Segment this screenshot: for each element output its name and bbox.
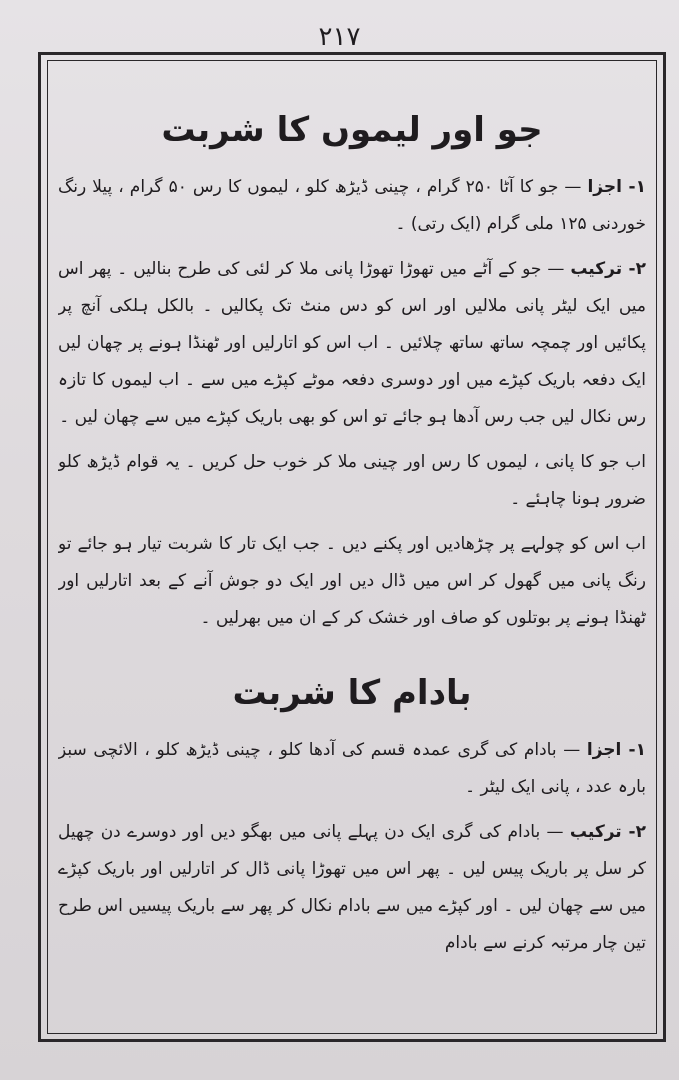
page-content [58, 66, 646, 1028]
ingredients-heading: ۱- اجزا [586, 739, 646, 760]
method-heading: ۲- ترکیب [569, 821, 646, 842]
ingredients-text: — بادام کی گری عمدہ قسم کی آدھا کلو ، چینی ڈیڑھ کلو ، الائچی سبز بارہ عدد ، پانی ایک لیٹر ۔ [58, 739, 646, 797]
ingredients-heading: ۱- اجزا [587, 176, 646, 197]
ingredients-paragraph [58, 732, 646, 806]
method-paragraph [58, 251, 646, 436]
recipe-title-almond-sharbat: بادام کا شربت [232, 672, 472, 713]
method-paragraph [58, 814, 646, 962]
ingredients-paragraph [58, 169, 646, 243]
method-paragraph: اب اس کو چولہے پر چڑھادیں اور پکنے دیں ۔ جب ایک تار کا شربت تیار ہو جائے تو رنگ پانی میں گھول کر اس میں ڈال دیں اور ایک دو جوش آنے کے بعد اتارلیں اور ٹھنڈا ہونے پر بوتلوں کو صاف اور خشک کر کے ان میں بھرلیں ۔ [58, 533, 646, 628]
ingredients-text: — جو کا آٹا ۲۵۰ گرام ، چینی ڈیڑھ کلو ، لیموں کا رس ۵۰ گرام ، پیلا رنگ خوردنی ۱۲۵ ملی گرام (ایک رتی) ۔ [58, 176, 646, 234]
method-text: — بادام کی گری ایک دن پہلے پانی میں بھگو دیں اور دوسرے دن چھیل کر سل پر باریک پیس لیں ۔ پھر اس میں تھوڑا پانی ڈال کر اتارلیں اور باریک کپڑے میں سے چھان لیں ۔ اور کپڑے میں سے بادام نکال کر پھر سے باریک پیسیں اس طرح تین چار مرتبہ کرنے سے بادام [58, 821, 646, 953]
method-text: — جو کے آٹے میں تھوڑا تھوڑا پانی ملا کر لئی کی طرح بنالیں ۔ پھر اس میں ایک لیٹر پانی ملالیں اور اس کو دس منٹ تک پکالیں ۔ بالکل ہلکی آنچ پر پکائیں اور چمچہ ساتھ ساتھ چلائیں ۔ اب اس کو اتارلیں اور ٹھنڈا ہونے پر چھان لیں ایک دفعہ باریک کپڑے میں اور دوسری دفعہ موٹے کپڑے میں سے ۔ اب لیموں کا تازہ رس نکال لیں جب رس آدھا ہو جائے تو اس کو بھی باریک کپڑے میں سے چھان لیں ۔ [58, 258, 646, 427]
page-number: ۲۱۷ [318, 22, 361, 52]
method-paragraph: اب جو کا پانی ، لیموں کا رس اور چینی ملا کر خوب حل کریں ۔ یہ قوام ڈیڑھ کلو ضرور ہونا چاہئے ۔ [58, 451, 646, 509]
recipe-title-barley-lemon-sharbat: جو اور لیموں کا شربت [161, 110, 543, 150]
method-heading: ۲- ترکیب [570, 258, 646, 279]
